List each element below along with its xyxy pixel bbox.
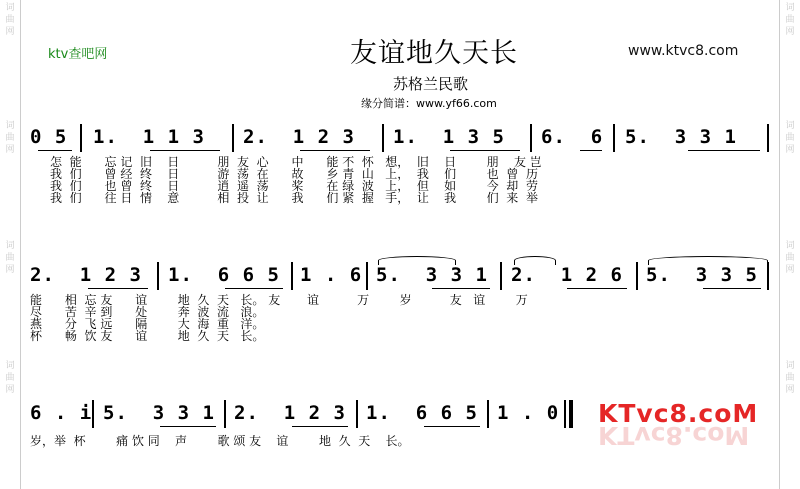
barline	[157, 262, 159, 290]
measure-1-5: 6. 6	[541, 126, 604, 148]
barline	[564, 400, 566, 428]
underline	[688, 150, 760, 151]
barline	[382, 124, 384, 152]
measure-2-1: 2. 1 2 3	[30, 264, 142, 286]
measure-2-3: 1 . 6	[300, 264, 363, 286]
measure-2-5: 2. 1 2 6	[511, 264, 623, 286]
barline	[291, 262, 293, 290]
measure-3-4: 1. 6 6 5	[366, 402, 478, 424]
measure-1-1: 0 5	[30, 126, 68, 148]
measure-2-6: 5. 3 3 5	[646, 264, 758, 286]
measure-1-4: 1. 1 3 5	[393, 126, 505, 148]
score-line-2	[0, 262, 800, 362]
barline	[613, 124, 615, 152]
underline	[300, 150, 370, 151]
final-barline	[569, 400, 573, 428]
lyric-verse-2: 我 们 曾 经 终 日 游 荡 在 故 乡 青 山 上， 我 们 也 曾 历	[50, 167, 538, 181]
barline	[636, 262, 638, 290]
measure-1-3: 2. 1 2 3	[243, 126, 355, 148]
barline	[767, 262, 769, 290]
barline	[767, 124, 769, 152]
underline	[88, 288, 148, 289]
underline	[580, 150, 602, 151]
song-title: 友谊地久天长	[350, 38, 518, 69]
barline	[80, 124, 82, 152]
lyric-verse-1: 怎 能 忘 记 旧 日 朋 友 心 中 能 不 怀 想， 旧 日 朋 友 岂	[50, 155, 542, 169]
right-watermark: 词 曲 网	[785, 3, 795, 37]
lyric-verse-4: 我 们 往 日 情 意 相 投 让 我 们 紧 握 手， 让 我 们 来 举	[50, 191, 538, 205]
underline	[225, 288, 283, 289]
underline	[38, 150, 72, 151]
underline	[292, 426, 348, 427]
barline	[224, 400, 226, 428]
barline	[530, 124, 532, 152]
right-watermark-2: 词 曲 网	[785, 121, 795, 155]
lyric-verse-2: 尽 苦 辛 到 处 奔 波 流 浪。	[30, 305, 265, 319]
left-watermark-3: 词 曲 网	[5, 241, 15, 275]
measure-1-2: 1. 1 1 3	[93, 126, 205, 148]
lyric-verse-3: 燕 分 飞 远 隔 大 海 重 洋。	[30, 317, 265, 331]
score-line-1	[0, 124, 800, 234]
measure-3-5: 1 . 0	[497, 402, 560, 424]
underline	[703, 288, 761, 289]
lyric-verse-1: 岁，举 杯 痛 饮 同 声 歌 颂 友 谊 地 久 天 长。	[30, 434, 410, 448]
barline	[500, 262, 502, 290]
left-watermark-2: 词 曲 网	[5, 121, 15, 155]
underline	[450, 150, 520, 151]
measure-2-2: 1. 6 6 5	[168, 264, 280, 286]
measure-1-6: 5. 3 3 1	[625, 126, 737, 148]
lyric-verse-4: 杯 畅 饮 友 谊 地 久 天 长。	[30, 329, 265, 343]
site-right-link[interactable]: www.ktvc8.com	[628, 43, 739, 59]
measure-3-3: 2. 1 2 3	[234, 402, 346, 424]
underline	[567, 288, 627, 289]
measure-3-1: 6 . i	[30, 402, 93, 424]
barline	[366, 262, 368, 290]
score-credit: 缘分简谱：www.yf66.com	[361, 97, 497, 110]
right-watermark-4: 词 曲 网	[785, 361, 795, 395]
left-watermark-4: 词 曲 网	[5, 361, 15, 395]
underline	[150, 150, 220, 151]
ktvc8-logo-reflection: KTvc8.coM	[598, 421, 750, 450]
left-watermark: 词 曲 网	[5, 3, 15, 37]
barline	[232, 124, 234, 152]
song-subtitle: 苏格兰民歌	[393, 75, 469, 93]
right-watermark-3: 词 曲 网	[785, 241, 795, 275]
measure-2-4: 5. 3 3 1	[376, 264, 488, 286]
lyric-verse-3: 我 们 也 曾 终 日 逍 遥 荡 桨 在 绿 波 上， 但 如 今 却 劳	[50, 179, 538, 193]
barline	[356, 400, 358, 428]
barline	[487, 400, 489, 428]
measure-3-2: 5. 3 3 1	[103, 402, 215, 424]
underline	[424, 426, 480, 427]
site-left-link[interactable]: ktv查吧网	[48, 47, 108, 62]
barline	[92, 400, 94, 428]
underline	[432, 288, 490, 289]
underline	[160, 426, 216, 427]
ktvc8-logo: KTvc8.coM	[598, 399, 759, 428]
lyric-verse-1: 能 相 忘 友 谊 地 久 天 长。 友 谊 万 岁 友 谊 万	[30, 293, 528, 307]
